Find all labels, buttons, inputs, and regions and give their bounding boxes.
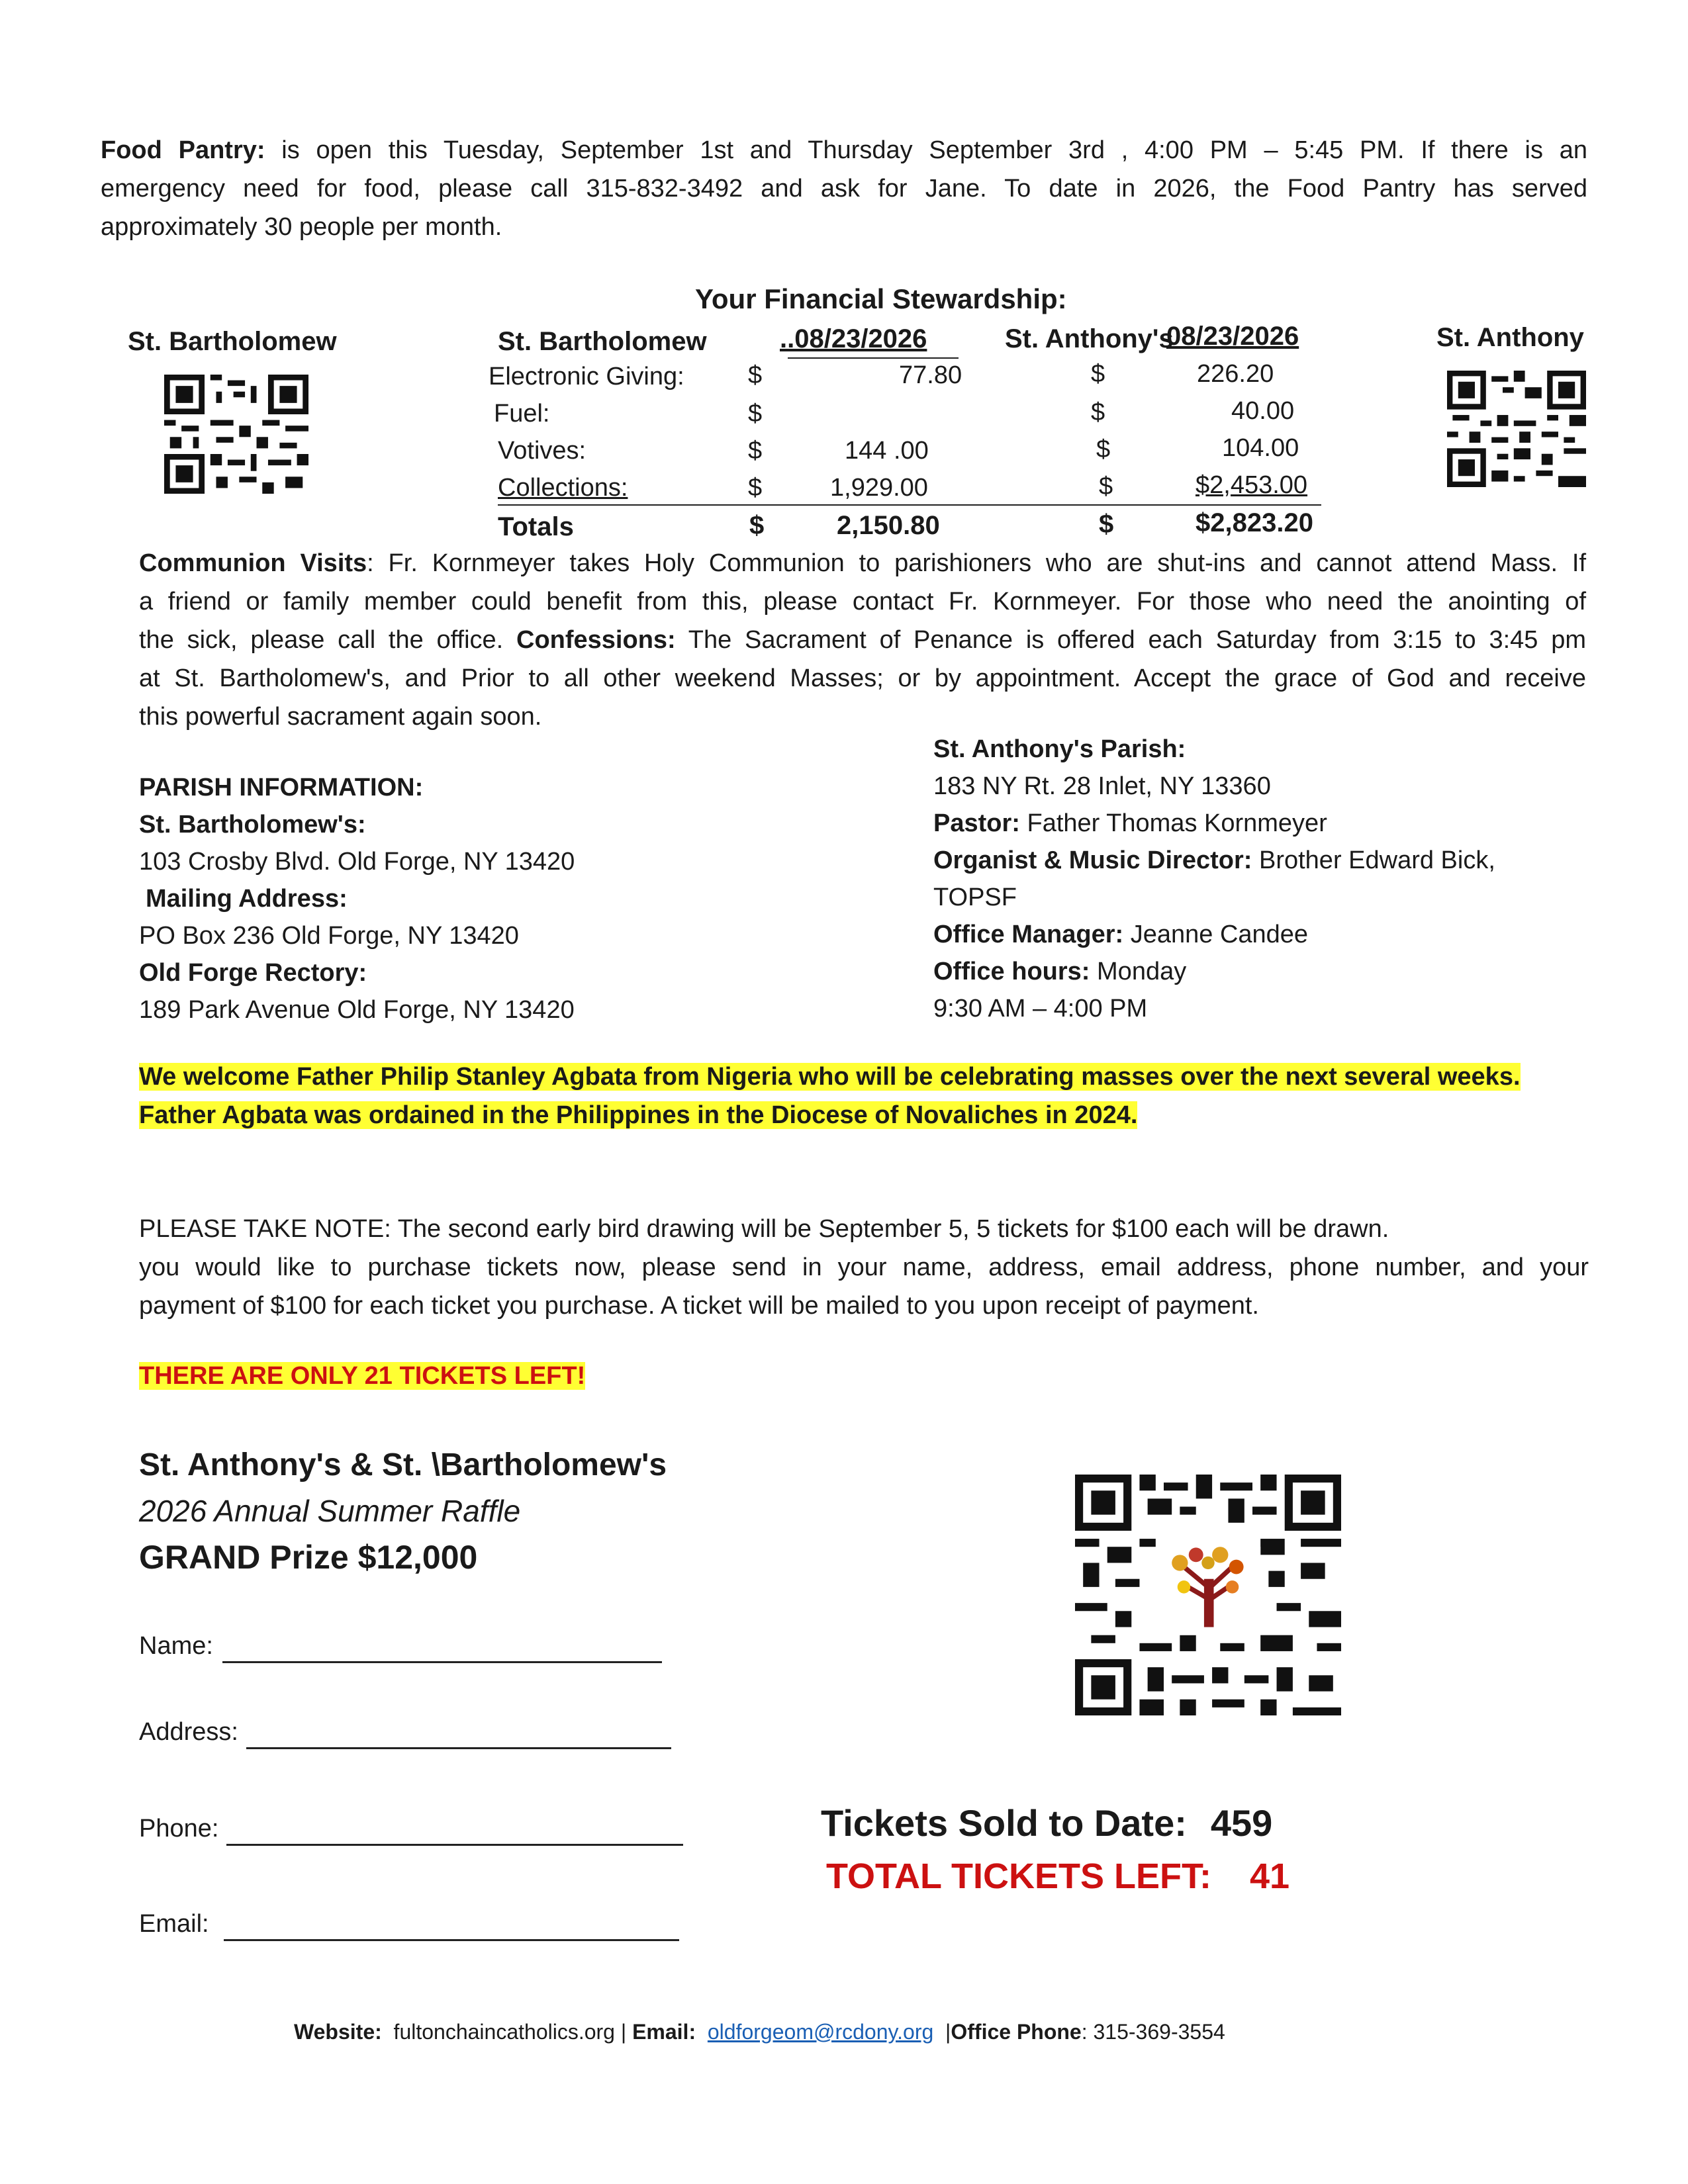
footer: Website: fultonchaincatholics.org | Email: oldforgeom@rcdony.org |Office Phone: 315-369-3554 (294, 2020, 1225, 2044)
food-pantry-label: Food Pantry: (101, 136, 265, 164)
totals-currency-1: $ (749, 511, 765, 540)
row-currency-2: $ (1091, 398, 1105, 426)
raffle-qr-code (1075, 1475, 1341, 1715)
totals-label: Totals (498, 512, 574, 541)
tickets-left-banner: THERE ARE ONLY 21 TICKETS LEFT! (139, 1362, 586, 1390)
collections-rule (498, 504, 1321, 506)
email-link[interactable]: oldforgeom@rcdony.org (707, 2020, 934, 2044)
row-currency-2: $ (1099, 473, 1113, 500)
right-qr-label: St. Anthony (1436, 323, 1584, 352)
raffle-note: PLEASE TAKE NOTE: The second early bird drawing will be September 5, 5 tickets for $100 each will be drawn. you would like to purchase tickets now, please send in your name, address, email address, phone number, and your payment of $100 for each ticket you purchase. A ticket will be mailed to you upon receipt of payment. (139, 1215, 1589, 1320)
qr-code-icon (1447, 371, 1586, 487)
communion-label: Communion Visits (139, 549, 367, 577)
row-label: Collections: (498, 474, 628, 502)
email-field-label: Email: (139, 1910, 209, 1938)
tickets-sold-label: Tickets Sold to Date: (821, 1802, 1187, 1844)
row-value-1: 1,929.00 (830, 474, 928, 502)
row-currency-1: $ (748, 474, 763, 502)
tickets-sold-value: 459 (1210, 1802, 1273, 1844)
row-label: Electronic Giving: (489, 363, 684, 390)
row-value-2: 40.00 (1231, 397, 1295, 425)
col1-date-underline (788, 357, 959, 359)
row-value-1: 144 .00 (845, 437, 929, 465)
parish-info-left: PARISH INFORMATION: St. Bartholomew's: 103 Crosby Blvd. Old Forge, NY 13420 Mailing Address: PO Box 236 Old Forge, NY 13420 Old Forge Rectory: 189 Park Avenue Old Forge, NY 13420 (139, 769, 735, 1028)
communion-paragraph: Communion Visits: Fr. Kornmeyer takes Holy Communion to parishioners who are shut-ins and cannot attend Mass. If a friend or family member could benefit from this, please contact Fr. Kornmeyer. For those who need the anointing of the sick, please call the office. Confessions: The Sacrament of Penance is offered each Saturday from 3:15 to 3:45 pm at St. Bartholomew's, and Prior to all other weekend Masses; or by appointment. Accept the grace of God and receive this powerful sacrament again soon. (139, 549, 1587, 731)
address-field[interactable] (246, 1747, 671, 1749)
qr-code-icon (164, 375, 308, 494)
qr-code-icon (1075, 1475, 1341, 1715)
row-value-2: 226.20 (1197, 360, 1274, 388)
stewardship-title: Your Financial Stewardship: (695, 283, 1067, 314)
row-currency-2: $ (1096, 435, 1111, 463)
food-pantry-paragraph: Food Pantry: is open this Tuesday, September 1st and Thursday September 3rd , 4:00 PM – 5:45 PM. If there is an emergency need for food, please call 315-832-3492 and ask for Jane. To date in 2026, the Food Pantry has served approximately 30 people per month. (101, 136, 1587, 241)
row-currency-1: $ (748, 400, 763, 428)
totals-currency-2: $ (1099, 510, 1114, 539)
totals-value-1: 2,150.80 (837, 511, 940, 540)
tickets-left-label: TOTAL TICKETS LEFT: (826, 1856, 1211, 1896)
row-value-2: 104.00 (1222, 434, 1299, 462)
qr-code-icon (164, 375, 308, 494)
row-value-2: $2,453.00 (1196, 471, 1308, 499)
parish-info-heading: PARISH INFORMATION: (139, 774, 424, 801)
qr-code-icon (1447, 371, 1586, 487)
col1-date: ..08/23/2026 (780, 324, 927, 353)
welcome-announcement: We welcome Father Philip Stanley Agbata from Nigeria who will be celebrating masses over the next several weeks. Father Agbata was ordained in the Philippines in the Diocese of Novaliches in 2024. (139, 1063, 1521, 1129)
col1-header: St. Bartholomew (498, 327, 707, 356)
raffle-subtitle: 2026 Annual Summer Raffle (139, 1494, 521, 1528)
raffle-prize: GRAND Prize $12,000 (139, 1539, 478, 1576)
raffle-title: St. Anthony's & St. \Bartholomew's (139, 1447, 667, 1482)
tickets-left-value: 41 (1249, 1856, 1290, 1896)
col2-header: St. Anthony's (1005, 324, 1174, 353)
name-field[interactable] (222, 1661, 662, 1663)
address-field-label: Address: (139, 1718, 238, 1746)
row-label: Votives: (498, 437, 586, 465)
totals-value-2: $2,823.20 (1196, 508, 1313, 537)
left-qr-label: St. Bartholomew (128, 327, 337, 356)
email-field[interactable] (224, 1939, 679, 1941)
website-link[interactable]: fultonchaincatholics.org (393, 2020, 615, 2044)
row-currency-1: $ (748, 361, 763, 389)
row-currency-1: $ (748, 437, 763, 465)
row-label: Fuel: (494, 400, 550, 428)
total-tickets-left (826, 1856, 1289, 1897)
row-value-1: 77.80 (899, 361, 962, 389)
phone-field-label: Phone: (139, 1815, 219, 1843)
col2-date: 08/23/2026 (1166, 322, 1299, 351)
parish-info-right: St. Anthony's Parish: 183 NY Rt. 28 Inlet, NY 13360 Pastor: Father Thomas Kornmeyer Organist & Music Director: Brother Edward Bick, TOPSF Office Manager: Jeanne Candee Office hours: Monday 9:30 AM – 4:00 PM (933, 735, 1495, 1023)
phone-field[interactable] (226, 1844, 683, 1846)
row-currency-2: $ (1091, 360, 1105, 388)
confessions-label: Confessions: (516, 626, 676, 654)
name-field-label: Name: (139, 1632, 213, 1660)
tickets-sold (821, 1801, 1272, 1844)
